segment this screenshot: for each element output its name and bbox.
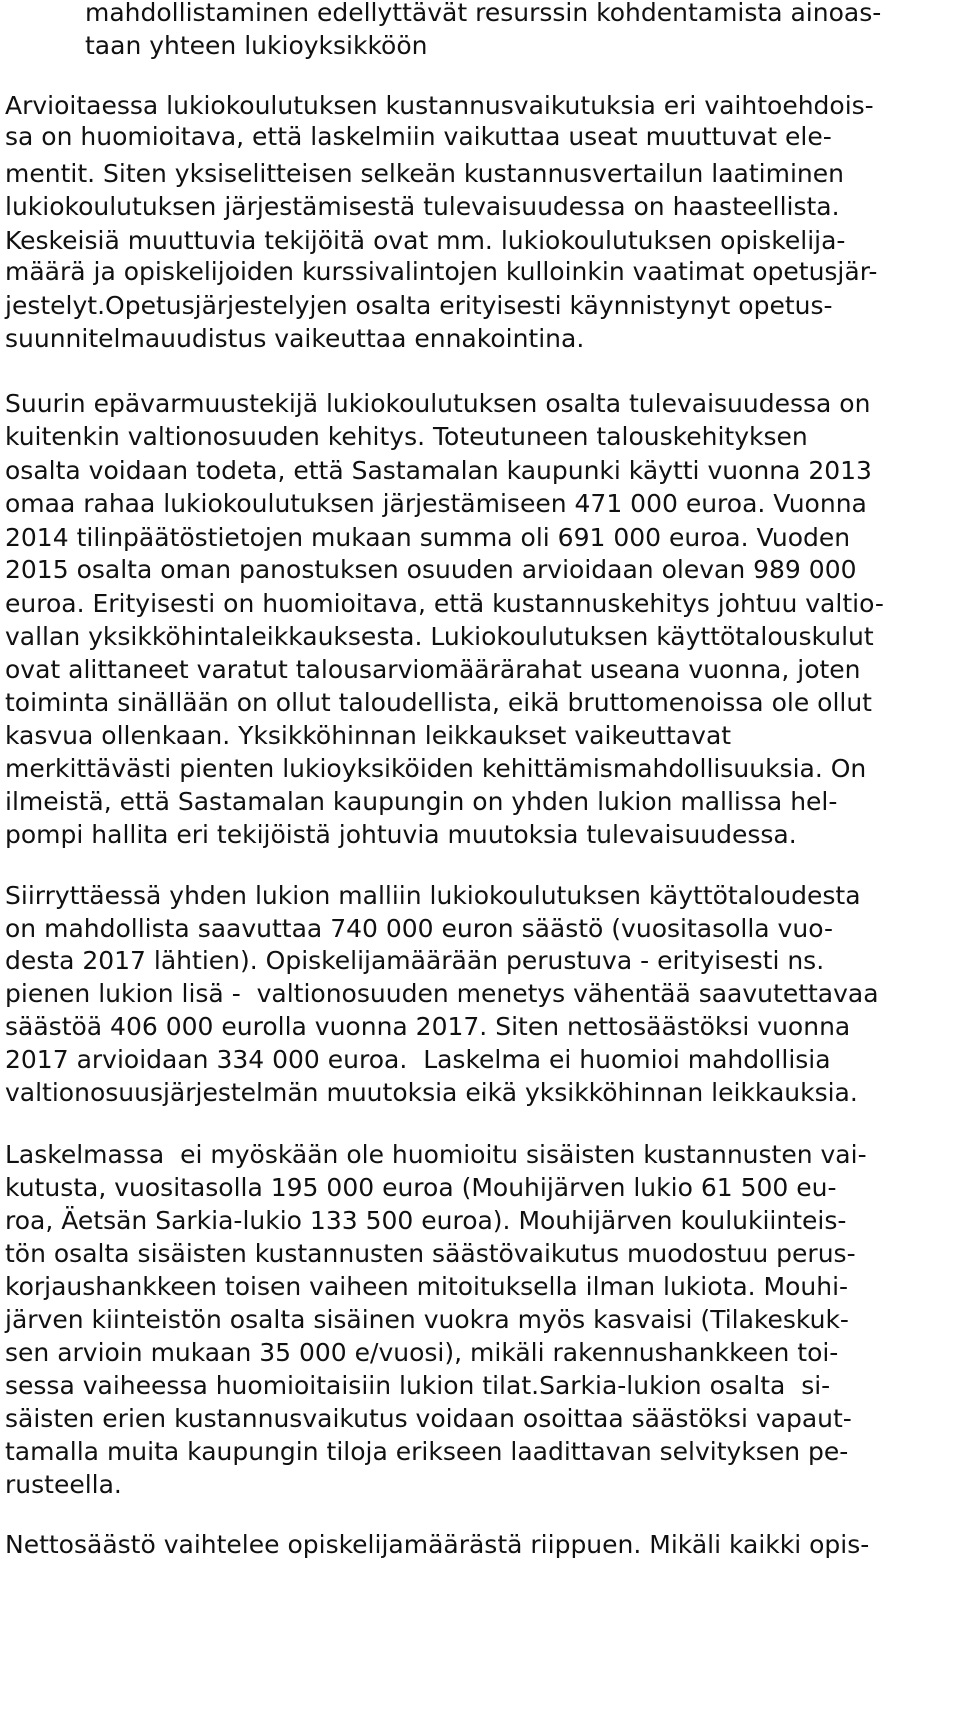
text-line: Arvioitaessa lukiokoulutuksen kustannusvaikutuksia eri vaihtoehdois- xyxy=(5,91,874,120)
text-line: pompi hallita eri tekijöistä johtuvia muutoksia tulevaisuudessa. xyxy=(5,820,797,849)
text-line: osalta voidaan todeta, että Sastamalan kaupunki käytti vuonna 2013 xyxy=(5,456,872,485)
text-line: valtionosuusjärjestelmän muutoksia eikä yksikköhinnan leikkauksia. xyxy=(5,1078,858,1107)
text-line: järven kiinteistön osalta sisäinen vuokra myös kasvaisi (Tilakeskuk- xyxy=(5,1305,849,1334)
text-line: 2014 tilinpäätöstietojen mukaan summa oli 691 000 euroa. Vuoden xyxy=(5,523,851,552)
text-line: mentit. Siten yksiselitteisen selkeän kustannusvertailun laatiminen xyxy=(5,159,844,188)
text-line: desta 2017 lähtien). Opiskelijamäärään perustuva - erityisesti ns. xyxy=(5,946,825,975)
text-line: säisten erien kustannusvaikutus voidaan osoittaa säästöksi vapaut- xyxy=(5,1404,852,1433)
text-line: määrä ja opiskelijoiden kurssivalintojen kulloinkin vaatimat opetusjär- xyxy=(5,257,878,286)
text-line: suunnitelmauudistus vaikeuttaa ennakointina. xyxy=(5,324,585,353)
text-line: ilmeistä, että Sastamalan kaupungin on yhden lukion mallissa hel- xyxy=(5,787,838,816)
text-line: omaa rahaa lukiokoulutuksen järjestämiseen 471 000 euroa. Vuonna xyxy=(5,489,867,518)
text-line: säästöä 406 000 eurolla vuonna 2017. Siten nettosäästöksi vuonna xyxy=(5,1012,851,1041)
text-line: kutusta, vuositasolla 195 000 euroa (Mouhijärven lukio 61 500 eu- xyxy=(5,1173,837,1202)
text-line: euroa. Erityisesti on huomioitava, että kustannuskehitys johtuu valtio- xyxy=(5,589,884,618)
text-line: ovat alittaneet varatut talousarviomäärärahat useana vuonna, joten xyxy=(5,655,861,684)
text-line: Nettosäästö vaihtelee opiskelijamäärästä riippuen. Mikäli kaikki opis- xyxy=(5,1530,870,1559)
text-line: Laskelmassa ei myöskään ole huomioitu sisäisten kustannusten vai- xyxy=(5,1140,867,1169)
text-line: vallan yksikköhintaleikkauksesta. Lukiokoulutuksen käyttötalouskulut xyxy=(5,622,874,651)
text-line: 2015 osalta oman panostuksen osuuden arvioidaan olevan 989 000 xyxy=(5,555,857,584)
text-line: kasvua ollenkaan. Yksikköhinnan leikkaukset vaikeuttavat xyxy=(5,721,732,750)
text-line: 2017 arvioidaan 334 000 euroa. Laskelma ei huomioi mahdollisia xyxy=(5,1045,831,1074)
text-line: Suurin epävarmuustekijä lukiokoulutuksen osalta tulevaisuudessa on xyxy=(5,389,871,418)
text-line: kuitenkin valtionosuuden kehitys. Toteutuneen talouskehityksen xyxy=(5,422,808,451)
text-line: lukiokoulutuksen järjestämisestä tulevaisuudessa on haasteellista. xyxy=(5,192,840,221)
text-line: toiminta sinällään on ollut taloudellista, eikä bruttomenoissa ole ollut xyxy=(5,688,872,717)
text-line: on mahdollista saavuttaa 740 000 euron säästö (vuositasolla vuo- xyxy=(5,914,833,943)
text-line: tamalla muita kaupungin tiloja erikseen laadittavan selvityksen pe- xyxy=(5,1437,849,1466)
text-line: Keskeisiä muuttuvia tekijöitä ovat mm. lukiokoulutuksen opiskelija- xyxy=(5,226,846,255)
text-line: mahdollistaminen edellyttävät resurssin kohdentamista ainoas- xyxy=(85,0,882,27)
text-line: pienen lukion lisä - valtionosuuden menetys vähentää saavutettavaa xyxy=(5,979,879,1008)
text-line: sa on huomioitava, että laskelmiin vaikuttaa useat muuttuvat ele- xyxy=(5,122,832,151)
text-line: taan yhteen lukioyksikköön xyxy=(85,31,428,60)
text-line: sen arvioin mukaan 35 000 e/vuosi), mikäli rakennushankkeen toi- xyxy=(5,1338,839,1367)
text-line: rusteella. xyxy=(5,1470,122,1499)
text-line: merkittävästi pienten lukioyksiköiden kehittämismahdollisuuksia. On xyxy=(5,754,867,783)
text-line: Siirryttäessä yhden lukion malliin lukiokoulutuksen käyttötaloudesta xyxy=(5,881,861,910)
text-line: korjaushankkeen toisen vaiheen mitoituksella ilman lukiota. Mouhi- xyxy=(5,1272,849,1301)
text-line: tön osalta sisäisten kustannusten säästövaikutus muodostuu perus- xyxy=(5,1239,856,1268)
text-line: roa, Äetsän Sarkia-lukio 133 500 euroa). Mouhijärven koulukiinteis- xyxy=(5,1206,847,1235)
text-line: jestelyt.Opetusjärjestelyjen osalta erityisesti käynnistynyt opetus- xyxy=(5,291,833,320)
text-line: sessa vaiheessa huomioitaisiin lukion tilat.Sarkia-lukion osalta si- xyxy=(5,1371,831,1400)
